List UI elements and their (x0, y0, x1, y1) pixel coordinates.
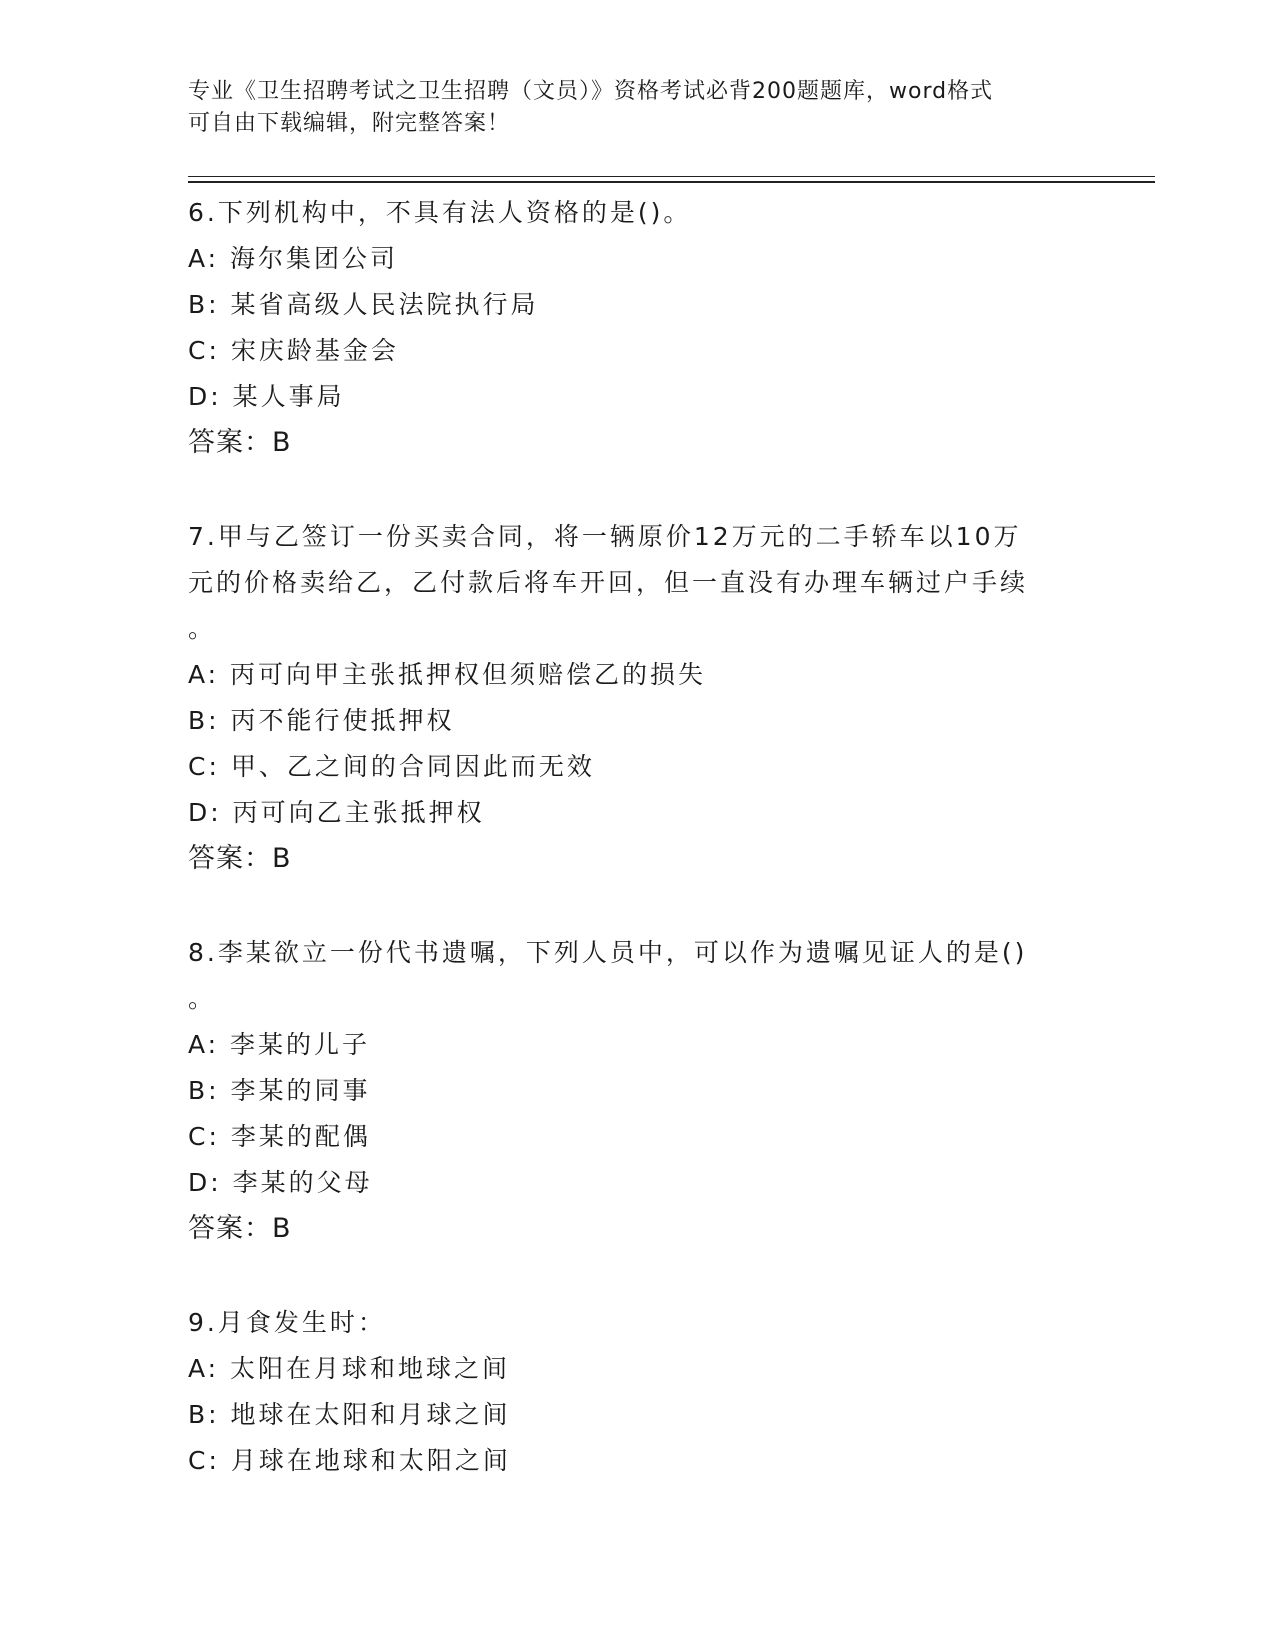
option-c: C: 月球在地球和太阳之间 (188, 1446, 511, 1475)
question-9 (188, 1300, 1088, 1484)
option-a: A: 丙可向甲主张抵押权但须赔偿乙的损失 (188, 660, 707, 689)
option-a: A: 太阳在月球和地球之间 (188, 1354, 511, 1383)
answer-label: 答案：B (188, 1213, 292, 1244)
option-a: A: 海尔集团公司 (188, 244, 399, 273)
answer-label: 答案：B (188, 843, 292, 874)
header-divider-thin (188, 176, 1155, 177)
question-6 (188, 190, 1088, 466)
question-title-line-1: 8.李某欲立一份代书遗嘱，下列人员中，可以作为遗嘱见证人的是() (188, 938, 1028, 967)
header-line-1: 专业《卫生招聘考试之卫生招聘（文员）》资格考试必背200题题库，word格式 (188, 79, 994, 104)
document-header (188, 76, 1088, 140)
header-divider-thick (188, 181, 1155, 183)
question-title-line-2: 元的价格卖给乙，乙付款后将车开回，但一直没有办理车辆过户手续 (188, 568, 1029, 597)
option-b: B: 李某的同事 (188, 1076, 371, 1105)
option-b: B: 地球在太阳和月球之间 (188, 1400, 511, 1429)
option-d: D: 李某的父母 (188, 1168, 373, 1197)
question-title: 6.下列机构中，不具有法人资格的是()。 (188, 198, 692, 227)
question-list (188, 190, 1088, 1532)
option-b: B: 某省高级人民法院执行局 (188, 290, 539, 319)
option-c: C: 甲、乙之间的合同因此而无效 (188, 752, 595, 781)
question-title-line-3: 。 (188, 614, 217, 643)
question-title: 9.月食发生时： (188, 1308, 386, 1337)
question-title-line-2: 。 (188, 984, 217, 1013)
question-title-line-1: 7.甲与乙签订一份买卖合同，将一辆原价12万元的二手轿车以10万 (188, 522, 1022, 551)
option-d: D: 丙可向乙主张抵押权 (188, 798, 485, 827)
option-b: B: 丙不能行使抵押权 (188, 706, 455, 735)
option-d: D: 某人事局 (188, 382, 345, 411)
answer-label: 答案：B (188, 427, 292, 458)
header-line-2: 可自由下载编辑，附完整答案！ (188, 111, 511, 136)
question-7 (188, 514, 1088, 882)
option-c: C: 宋庆龄基金会 (188, 336, 399, 365)
option-a: A: 李某的儿子 (188, 1030, 371, 1059)
question-8 (188, 930, 1088, 1252)
option-c: C: 李某的配偶 (188, 1122, 371, 1151)
